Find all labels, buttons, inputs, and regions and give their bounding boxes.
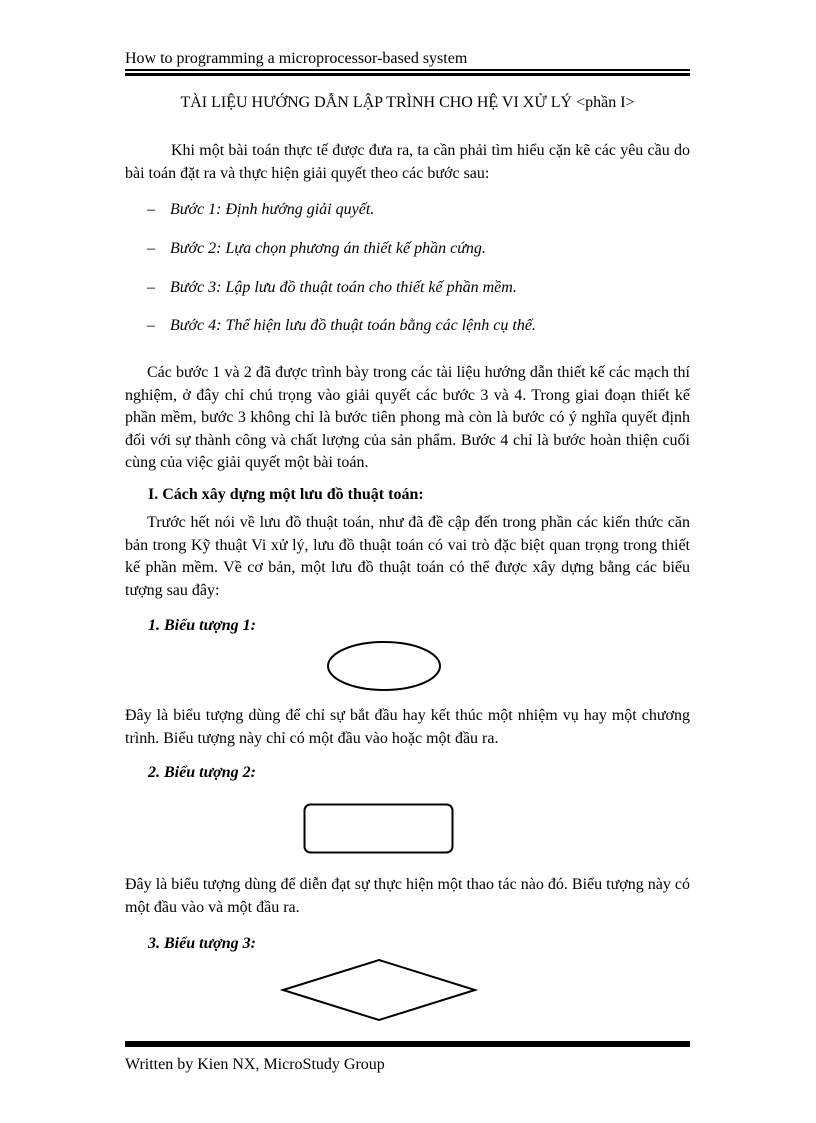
step-item-4 <box>147 317 536 335</box>
symbol-label-2: 2. Biểu tượng 2: <box>148 764 256 781</box>
rounded-rectangle-icon <box>303 803 454 855</box>
step-item-2 <box>147 240 486 258</box>
footer-rule <box>125 1041 690 1047</box>
symbol-label-3: 3. Biểu tượng 3: <box>148 935 256 952</box>
page-footer: Written by Kien NX, MicroStudy Group <box>125 1056 385 1073</box>
list-dash: – <box>147 317 155 334</box>
header-rule-thick <box>125 73 690 76</box>
document-title: TÀI LIỆU HƯỚNG DẪN LẬP TRÌNH CHO HỆ VI XỬ LÝ <phần I> <box>180 94 635 111</box>
step-item-1 <box>147 201 374 219</box>
symbol-label-1: 1. Biểu tượng 1: <box>148 617 256 634</box>
step-item-3 <box>147 279 517 297</box>
section-heading: I. Cách xây dựng một lưu đồ thuật toán: <box>148 486 424 503</box>
list-dash: – <box>147 240 155 257</box>
section-paragraph: Trước hết nói về lưu đồ thuật toán, như đã đề cập đến trong phần các kiến thức căn bản trong Kỹ thuật Vi xử lý, lưu đồ thuật toán có vai trò đặc biệt quan trọng trong thiết kế phần mềm. Về cơ bản, một lưu đồ thuật toán có thể được xây dựng bằng các biểu tượng sau đây: <box>125 514 690 599</box>
page-header: How to programming a microprocessor-based system <box>125 50 468 67</box>
list-dash: – <box>147 279 155 296</box>
symbol-description-1: Đây là biểu tượng dùng để chỉ sự bắt đầu hay kết thúc một nhiệm vụ hay một chương trình. Biểu tượng này chỉ có một đầu vào hoặc một đầu ra. <box>125 707 690 747</box>
symbol-description-2: Đây là biểu tượng dùng để diễn đạt sự thực hiện một thao tác nào đó. Biểu tượng này có một đầu vào và một đầu ra. <box>125 876 690 916</box>
diamond-icon <box>281 958 477 1022</box>
header-rule-thin <box>125 69 690 71</box>
step-text: Bước 1: Định hướng giải quyết. <box>170 201 375 218</box>
step-text: Bước 2: Lựa chọn phương án thiết kế phần cứng. <box>170 240 486 257</box>
step-text: Bước 4: Thể hiện lưu đồ thuật toán bằng các lệnh cụ thể. <box>170 317 536 334</box>
steps-explanation-paragraph: Các bước 1 và 2 đã được trình bày trong các tài liệu hướng dẫn thiết kế các mạch thí nghiệm, ở đây chỉ chú trọng vào giải quyết các bước 3 và 4. Trong giai đoạn thiết kế phần mềm, bước 3 không chỉ là bước tiên phong mà còn là bước có ý nghĩa quyết định đối với sự thành công và chất lượng của sản phẩm. Bước 4 chỉ là bước hoàn thiện cuối cùng của việc giải quyết một bài toán. <box>125 364 690 471</box>
ellipse-icon <box>326 640 442 692</box>
step-text: Bước 3: Lập lưu đồ thuật toán cho thiết kế phần mềm. <box>170 279 517 296</box>
list-dash: – <box>147 201 155 218</box>
intro-paragraph: Khi một bài toán thực tế được đưa ra, ta cần phải tìm hiểu cặn kẽ các yêu cầu do bài toán đặt ra và thực hiện giải quyết theo các bước sau: <box>125 142 690 182</box>
